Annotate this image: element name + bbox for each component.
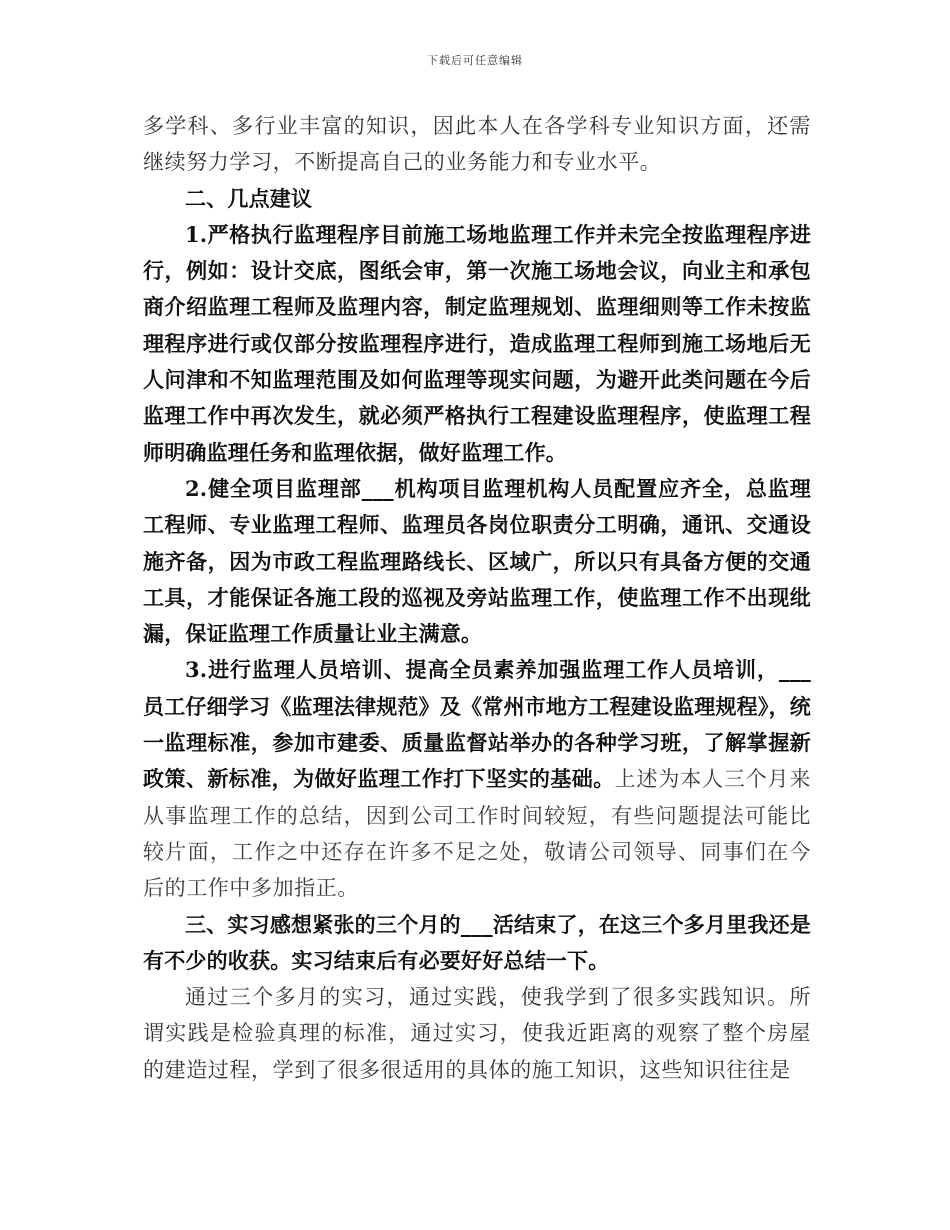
paragraph-suggestion-1: 1.严格执行监理程序目前施工场地监理工作并未完全按监理程序进行，例如：设计交底，图纸会审，第一次施工场地会议，向业主和承包商介绍监理工程师及监理内容，制定监理规划、监理细则等工作未按监理程序进行或仅部分按监理程序进行，造成监理工程师到施工场地后无人问津和不知监理范围及如何监理等现实问题，为避开此类问题在今后监理工作中再次发生，就必须严格执行工程建设监理程序，使监理工程师明确监理任务和监理依据，做好监理工作。 xyxy=(143,221,811,465)
paragraph-suggestion-3-bold: 3.进行监理人员培训、提高全员素养加强监理工作人员培训，___员工仔细学习《监理法律规范》及《常州市地方工程建设监理规程》，统一监理标准，参加市建委、质量监督站举办的各种学习班，了解掌握新政策、新标准，为做好监理工作打下坚实的基础。 xyxy=(143,657,811,792)
page-header: 下载后可任意编辑 xyxy=(427,54,523,67)
section-heading-reflections: 三、实习感想紧张的三个月的___活结束了，在这三个多月里我还是有不少的收获。实习结束后有必要好好总结一下。 xyxy=(143,911,811,973)
paragraph-reflections: 通过三个多月的实习，通过实践，使我学到了很多实践知识。所谓实践是检验真理的标准，通过实习，使我近距离的观察了整个房屋的建造过程，学到了很多很适用的具体的施工知识，这些知识往往是 xyxy=(143,985,811,1082)
paragraph-summary-text: 上述为本人三个月来从事监理工作的总结，因到公司工作时间较短，有些问题提法可能比较片面，工作之中还存在许多不足之处，敬请公司领导、同事们在今后的工作中多加指正。 xyxy=(143,767,811,901)
section-heading-suggestions: 二、几点建议 xyxy=(185,185,313,211)
paragraph-continuation: 多学科、多行业丰富的知识，因此本人在各学科专业知识方面，还需继续努力学习，不断提高自己的业务能力和专业水平。 xyxy=(143,114,811,175)
paragraph-suggestion-2: 2.健全项目监理部___机构项目监理机构人员配置应齐全，总监理工程师、专业监理工程师、监理员各岗位职责分工明确，通讯、交通设施齐备，因为市政工程监理路线长、区域广，所以只有具备方便的交通工具，才能保证各施工段的巡视及旁站监理工作，使监理工作不出现纰漏，保证监理工作质量让业主满意。 xyxy=(143,475,811,647)
paragraph-suggestion-3 xyxy=(143,652,811,906)
document-body xyxy=(143,108,811,1088)
